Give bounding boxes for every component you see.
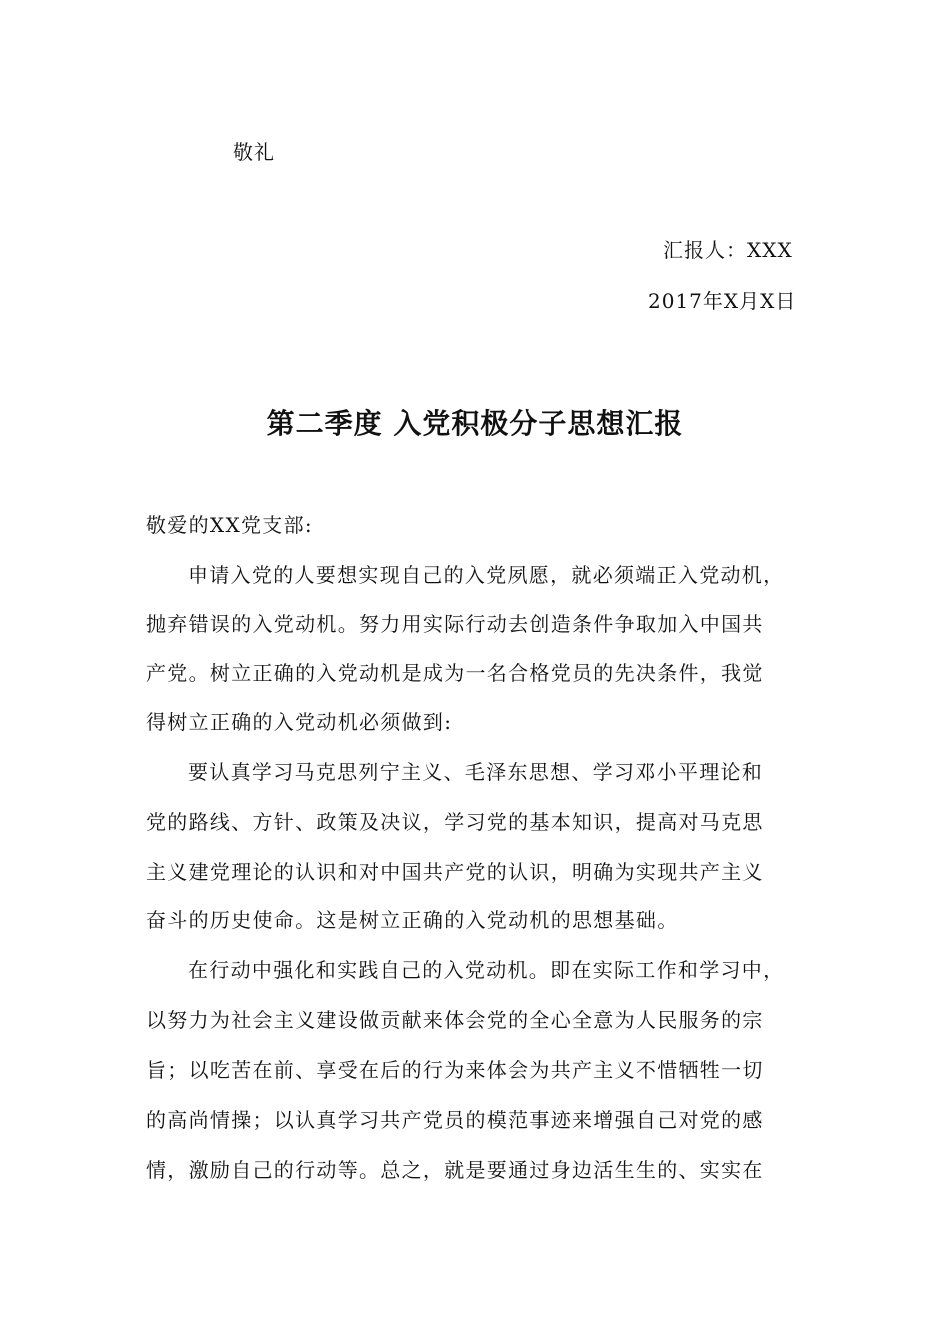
paragraph-line: 要认真学习马克思列宁主义、毛泽东思想、学习邓小平理论和: [188, 760, 764, 784]
paragraph-line: 在行动中强化和实践自己的入党动机。即在实际工作和学习中，: [188, 958, 785, 982]
document-title: 第二季度 入党积极分子思想汇报: [266, 407, 684, 440]
paragraph-line: 主义建党理论的认识和对中国共产党的认识，明确为实现共产主义: [146, 860, 764, 884]
greeting: 敬爱的XX党支部:: [146, 513, 313, 537]
reporter-signature: 汇报人：XXX: [663, 238, 793, 262]
paragraph-line: 申请入党的人要想实现自己的入党夙愿，就必须端正入党动机，: [188, 563, 785, 587]
closing-salutation: 敬礼: [233, 140, 275, 164]
paragraph-line: 得树立正确的入党动机必须做到:: [146, 710, 453, 734]
paragraph-line: 抛弃错误的入党动机。努力用实际行动去创造条件争取加入中国共: [146, 612, 764, 636]
paragraph-line: 产党。树立正确的入党动机是成为一名合格党员的先决条件，我觉: [146, 661, 764, 685]
paragraph-line: 旨；以吃苦在前、享受在后的行为来体会为共产主义不惜牺牲一切: [146, 1058, 764, 1082]
paragraph-line: 党的路线、方针、政策及决议，学习党的基本知识，提高对马克思: [146, 810, 764, 834]
paragraph-line: 奋斗的历史使命。这是树立正确的入党动机的思想基础。: [146, 908, 679, 932]
paragraph-line: 的高尚情操；以认真学习共产党员的模范事迹来增强自己对党的感: [146, 1108, 764, 1132]
paragraph-line: 以努力为社会主义建设做贡献来体会党的全心全意为人民服务的宗: [146, 1008, 764, 1032]
paragraph-line: 情，激励自己的行动等。总之，就是要通过身边活生生的、实实在: [146, 1158, 764, 1182]
report-date: 2017年X月X日: [648, 289, 797, 313]
